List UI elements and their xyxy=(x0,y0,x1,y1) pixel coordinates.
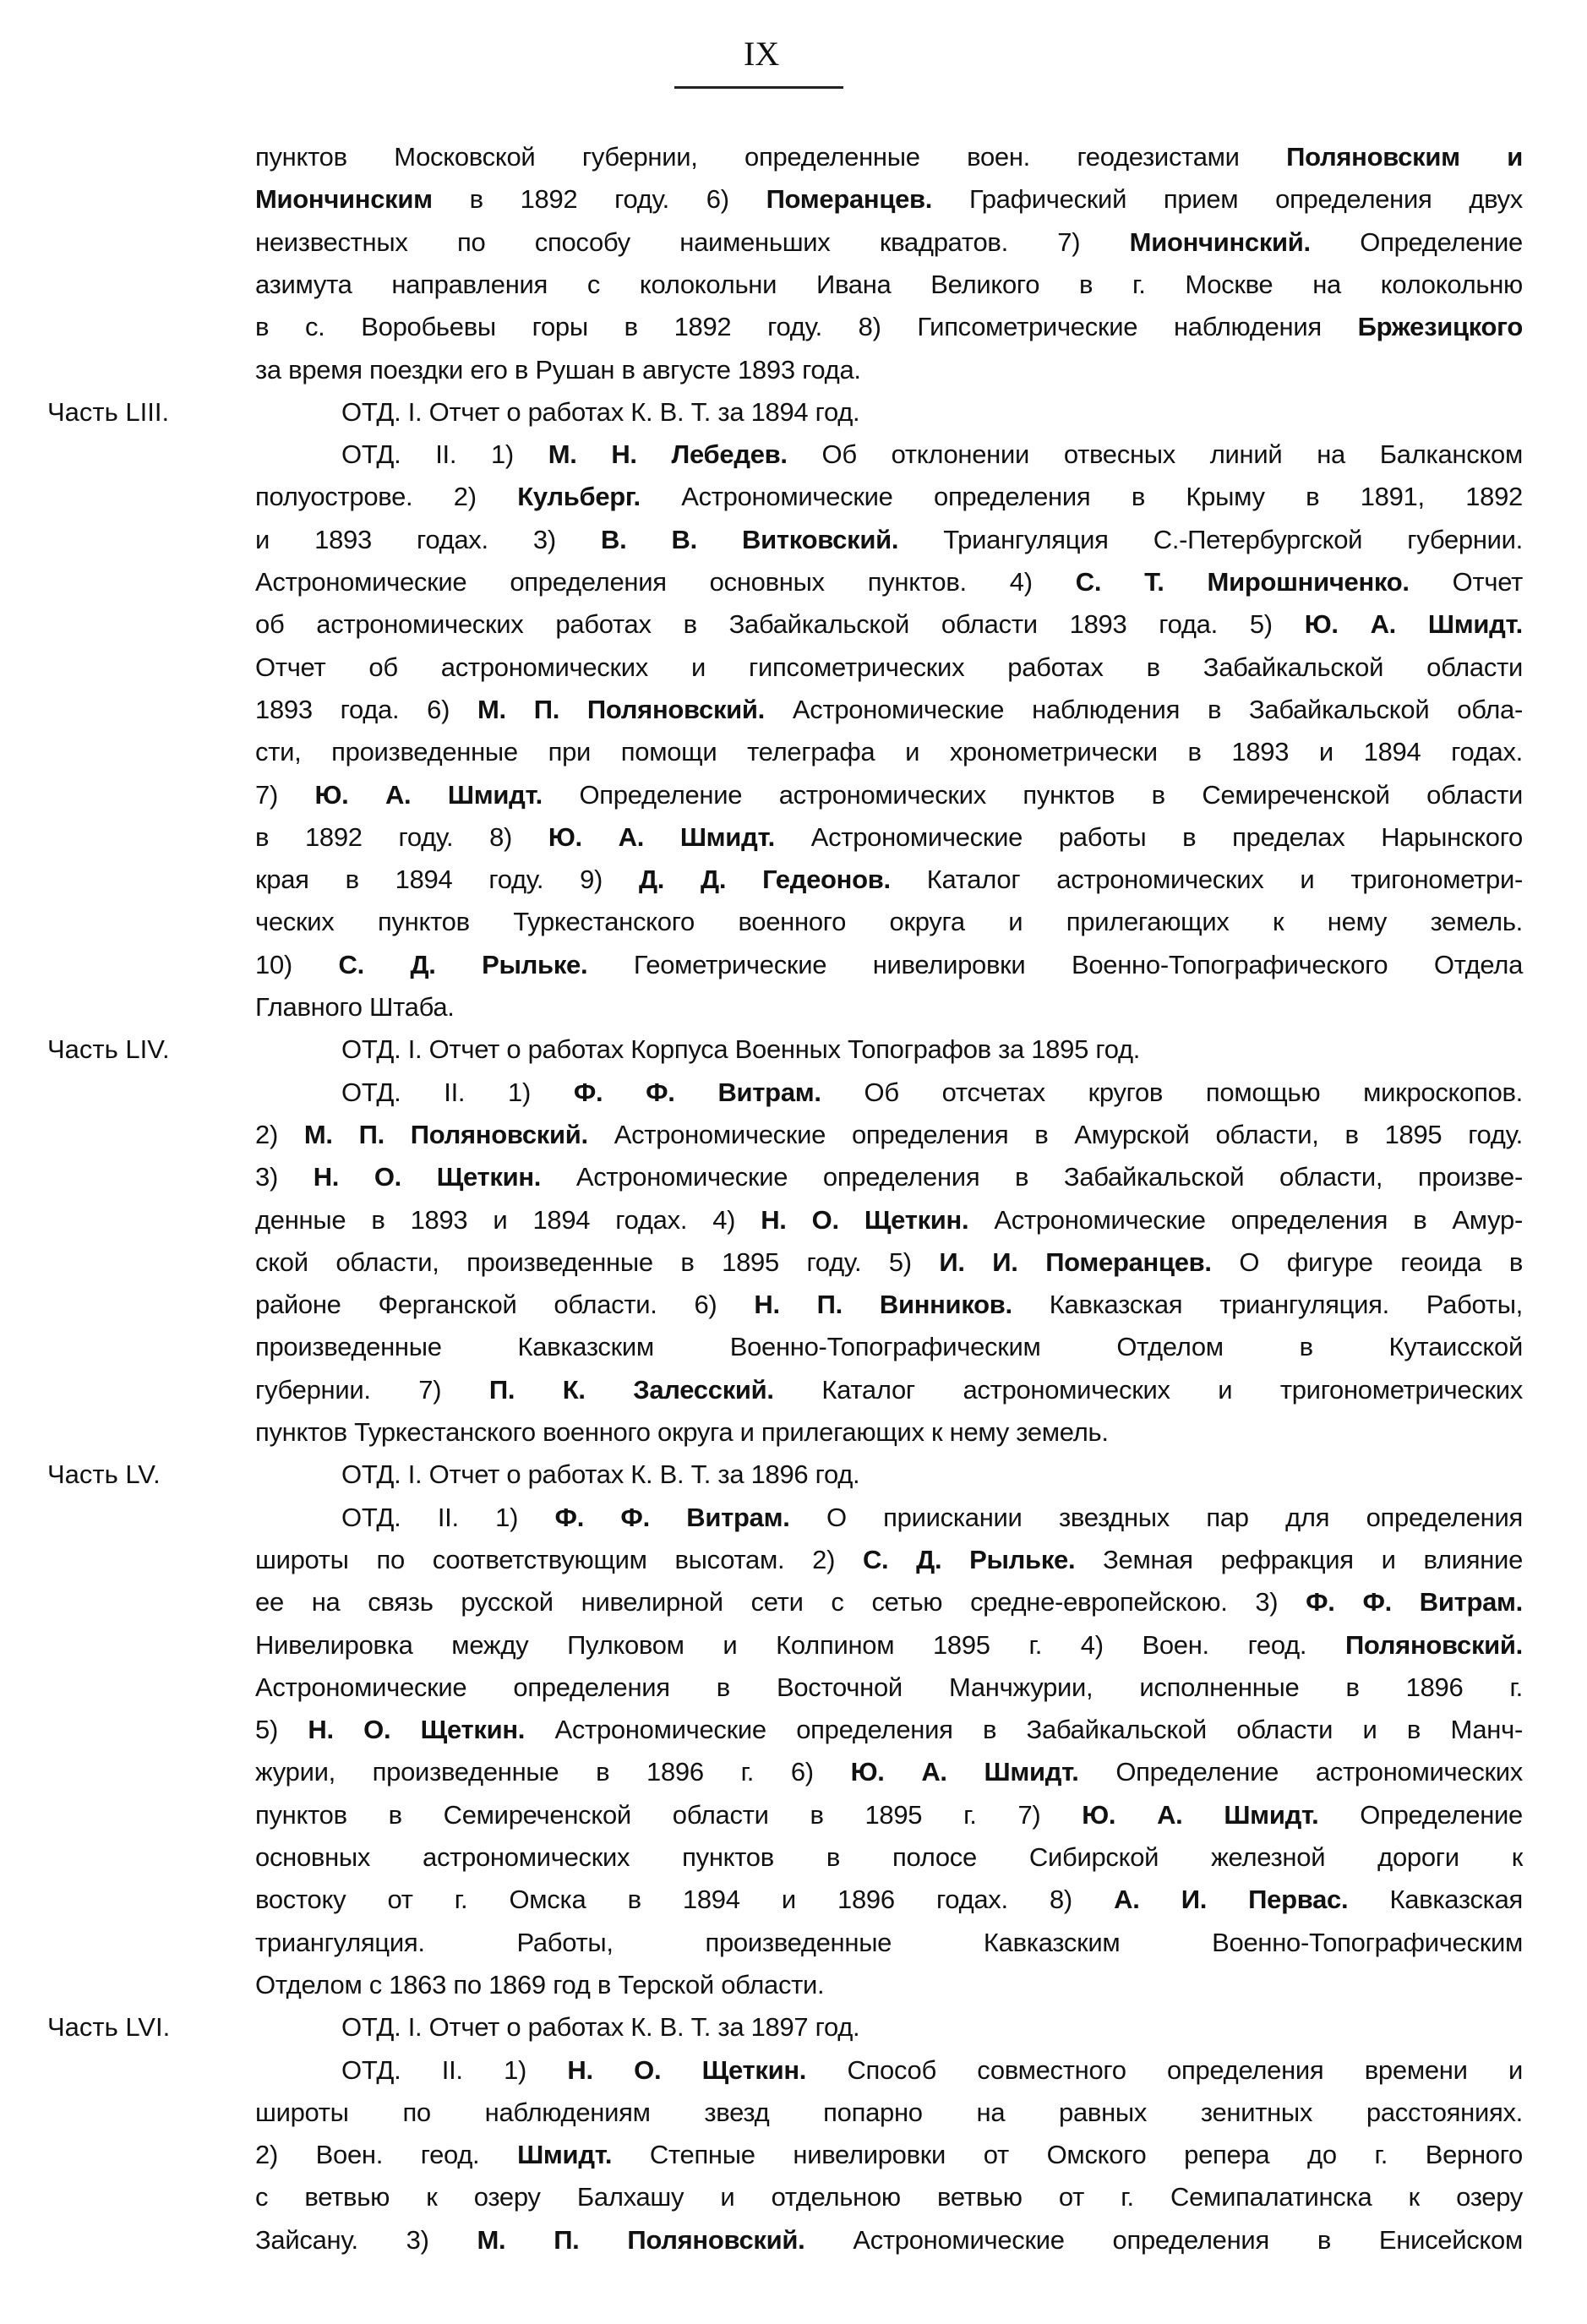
text-segment: в с. Воробьевы горы в 1892 году. 8) Гипсометрические наблюдения xyxy=(255,312,1358,342)
text-line xyxy=(255,1713,1523,1747)
text-segment: Определение xyxy=(1318,1799,1523,1830)
text-line xyxy=(255,2223,1523,2257)
text-segment: ОТД. I. Отчет о работах К. В. Т. за 1896 год. xyxy=(341,1459,860,1490)
text-segment: Способ совместного определения времени и xyxy=(806,2054,1523,2085)
text-line xyxy=(255,863,1523,897)
text-line xyxy=(255,608,1523,641)
text-line xyxy=(255,523,1523,557)
text-segment: Определение астрономических пунктов в Семиреченской области xyxy=(542,779,1524,810)
text-line xyxy=(341,1501,1523,1535)
text-segment: Астрономические определения в Восточной Манчжурии, исполненные в 1896 г. xyxy=(255,1672,1523,1702)
text-segment: журии, произведенные в 1896 г. 6) xyxy=(255,1757,851,1787)
part-label: Часть LIII. xyxy=(47,396,170,427)
text-line xyxy=(255,565,1523,599)
text-segment: Астрономические определения в Забайкальской области и в Манч- xyxy=(525,1715,1523,1745)
author-name: Ф. Ф. Витрам. xyxy=(554,1502,790,1532)
text-line xyxy=(341,2054,1523,2087)
author-name: Кульберг. xyxy=(517,482,641,512)
text-segment: Астрономические определения основных пунктов. 4) xyxy=(255,567,1076,597)
author-name: Ю. А. Шмидт. xyxy=(548,821,775,852)
text-segment: ее на связь русской нивелирной сети с сетью средне-европейскою. 3) xyxy=(255,1587,1306,1618)
text-line xyxy=(255,693,1523,727)
text-segment: Каталог астрономических и тригонометри- xyxy=(890,865,1524,895)
author-name: М. Н. Лебедев. xyxy=(548,439,788,470)
author-name: Н. О. Щеткин. xyxy=(313,1162,542,1192)
text-line xyxy=(255,1755,1523,1789)
author-name: Шмидт. xyxy=(517,2140,613,2170)
text-line xyxy=(255,140,1523,174)
author-name: Поляновский. xyxy=(1344,1629,1523,1660)
text-segment: ОТД. II. 1) xyxy=(341,1502,555,1532)
text-line xyxy=(255,310,1523,344)
text-segment: сти, произведенные при помощи телеграфа и хронометрически в 1893 и 1894 годах. xyxy=(255,737,1523,767)
text-segment: пунктов в Семиреченской области в 1895 г. 7) xyxy=(255,1799,1083,1830)
text-segment: ОТД. II. 1) xyxy=(341,1077,574,1107)
text-segment: неизвестных по способу наименьших квадратов. 7) xyxy=(255,226,1130,257)
author-name: Н. О. Щеткин. xyxy=(567,2054,807,2085)
author-name: Ю. А. Шмидт. xyxy=(1082,1799,1319,1830)
text-line xyxy=(255,1416,1523,1449)
author-name: В. В. Витковский. xyxy=(601,524,899,554)
text-segment: Отчет об астрономических и гипсометрических работах в Забайкальской области xyxy=(255,652,1523,682)
text-segment: 5) xyxy=(255,1715,308,1745)
author-name: Померанцев. xyxy=(766,184,933,215)
text-segment: Геометрические нивелировки Военно-Топографического Отдела xyxy=(587,949,1524,979)
author-name: Миончинский. xyxy=(1129,226,1311,257)
text-segment: основных астрономических пунктов в полосе Сибирской железной дороги к xyxy=(255,1842,1523,1872)
text-segment: Об отсчетах кругов помощью микроскопов. xyxy=(821,1077,1523,1107)
text-line xyxy=(255,2096,1523,2130)
text-line xyxy=(255,1671,1523,1705)
text-segment: и 1893 годах. 3) xyxy=(255,524,602,554)
text-line xyxy=(255,268,1523,302)
text-segment: Астрономические определения в Амур- xyxy=(968,1204,1523,1235)
text-segment: 2) xyxy=(255,1119,304,1149)
author-name: М. П. Поляновский. xyxy=(477,2224,805,2255)
text-segment: широты по наблюдениям звезд попарно на равных зенитных расстояниях. xyxy=(255,2097,1523,2127)
page-number-rule xyxy=(674,86,843,89)
text-segment: произведенные Кавказским Военно-Топографическим Отделом в Кутаисской xyxy=(255,1332,1523,1362)
text-segment: Астрономические работы в пределах Нарынского xyxy=(774,821,1523,852)
author-name: Миончинским xyxy=(255,184,433,215)
text-segment: О приискании звездных пар для определения xyxy=(789,1502,1523,1532)
text-line xyxy=(255,2138,1523,2172)
text-line xyxy=(255,651,1523,685)
text-line xyxy=(255,990,1523,1024)
author-name: И. И. Померанцев. xyxy=(939,1247,1212,1277)
author-name: Ф. Ф. Витрам. xyxy=(1306,1587,1523,1618)
text-segment: в 1892 году. 6) xyxy=(432,184,766,215)
text-segment: Степные нивелировки от Омского репера до г. Верного xyxy=(612,2140,1523,2170)
text-segment: в 1892 году. 8) xyxy=(255,821,548,852)
author-name: С. Д. Рыльке. xyxy=(862,1544,1076,1574)
text-segment: денные в 1893 и 1894 годах. 4) xyxy=(255,1204,761,1235)
text-line xyxy=(255,183,1523,216)
text-segment: губернии. 7) xyxy=(255,1374,489,1405)
text-line xyxy=(255,1585,1523,1619)
text-line xyxy=(255,353,1523,387)
text-line xyxy=(341,396,1523,429)
author-name: М. П. Поляновский. xyxy=(303,1119,588,1149)
author-name: Н. О. Щеткин. xyxy=(308,1715,526,1745)
text-segment: полуострове. 2) xyxy=(255,482,518,512)
text-segment: Земная рефракция и влияние xyxy=(1075,1544,1524,1574)
text-segment: за время поездки его в Рушан в августе 1893 года. xyxy=(255,354,861,385)
text-segment: Графический прием определения двух xyxy=(932,184,1523,215)
text-line xyxy=(255,1628,1523,1662)
part-label: Часть LVI. xyxy=(47,2012,171,2043)
text-segment: Триангуляция С.-Петербургской губернии. xyxy=(898,524,1523,554)
text-line xyxy=(255,1543,1523,1577)
text-line xyxy=(255,905,1523,939)
text-segment: ОТД. II. 1) xyxy=(341,2054,568,2085)
author-name: Ю. А. Шмидт. xyxy=(314,779,543,810)
text-line xyxy=(341,1458,1523,1492)
text-line xyxy=(255,948,1523,982)
part-label: Часть LIV. xyxy=(47,1034,170,1065)
text-line xyxy=(255,1926,1523,1960)
author-name: Ю. А. Шмидт. xyxy=(850,1757,1079,1787)
text-segment: пунктов Московской губернии, определенные воен. геодезистами xyxy=(255,142,1287,172)
text-segment: ческих пунктов Туркестанского военного округа и прилегающих к нему земель. xyxy=(255,907,1523,937)
text-segment: Астрономические определения в Енисейском xyxy=(804,2224,1524,2255)
text-segment: края в 1894 году. 9) xyxy=(255,865,639,895)
text-line xyxy=(255,480,1523,514)
text-line xyxy=(255,2180,1523,2214)
text-segment: Кавказская триангуляция. Работы, xyxy=(1012,1290,1523,1320)
text-line xyxy=(255,1160,1523,1194)
part-label: Часть LV. xyxy=(47,1459,161,1490)
text-line xyxy=(255,1841,1523,1874)
text-line xyxy=(341,438,1523,472)
text-segment: Определение xyxy=(1310,226,1523,257)
text-segment: 1893 года. 6) xyxy=(255,694,478,724)
text-line xyxy=(255,735,1523,769)
text-line xyxy=(255,1288,1523,1322)
text-line xyxy=(255,1246,1523,1279)
author-name: Ф. Ф. Витрам. xyxy=(573,1077,821,1107)
text-line xyxy=(255,1118,1523,1152)
text-segment: Астрономические определения в Амурской области, в 1895 году. xyxy=(587,1119,1524,1149)
text-segment: с ветвью к озеру Балхашу и отдельною ветвью от г. Семипалатинска к озеру xyxy=(255,2182,1523,2212)
author-name: Н. П. Винников. xyxy=(754,1290,1012,1320)
text-line xyxy=(255,1373,1523,1407)
text-line xyxy=(341,2010,1523,2044)
author-name: М. П. Поляновский. xyxy=(477,694,765,724)
author-name: С. Т. Мирошниченко. xyxy=(1075,567,1410,597)
text-line xyxy=(255,1330,1523,1364)
text-line xyxy=(255,1883,1523,1917)
author-name: Н. О. Щеткин. xyxy=(761,1204,969,1235)
text-segment: 2) Воен. геод. xyxy=(255,2140,518,2170)
author-name: Д. Д. Гедеонов. xyxy=(639,865,891,895)
author-name: С. Д. Рыльке. xyxy=(338,949,588,979)
text-segment: об астрономических работах в Забайкальской области 1893 года. 5) xyxy=(255,609,1305,640)
text-line xyxy=(255,1203,1523,1237)
text-segment: 3) xyxy=(255,1162,314,1192)
text-segment: пунктов Туркестанского военного округа и прилегающих к нему земель. xyxy=(255,1417,1109,1447)
text-segment: Отчет xyxy=(1409,567,1524,597)
text-segment: ОТД. II. 1) xyxy=(341,439,548,470)
text-segment: Астрономические определения в Забайкальской области, произве- xyxy=(541,1162,1523,1192)
text-segment: Зайсану. 3) xyxy=(255,2224,477,2255)
text-segment: районе Ферганской области. 6) xyxy=(255,1290,755,1320)
text-line xyxy=(341,1033,1523,1067)
text-line xyxy=(255,778,1523,812)
text-segment: ской области, произведенные в 1895 году. 5) xyxy=(255,1247,940,1277)
text-segment: широты по соответствующим высотам. 2) xyxy=(255,1544,863,1574)
text-segment: ОТД. I. Отчет о работах К. В. Т. за 1894 год. xyxy=(341,396,860,427)
text-line xyxy=(255,226,1523,259)
text-segment: Об отклонении отвесных линий на Балканском xyxy=(787,439,1523,470)
text-segment: Главного Штаба. xyxy=(255,992,455,1022)
text-line xyxy=(255,1968,1523,2002)
text-segment: Астрономические наблюдения в Забайкальской обла- xyxy=(765,694,1524,724)
author-name: П. К. Залесский. xyxy=(488,1374,774,1405)
text-segment: 7) xyxy=(255,779,315,810)
text-segment: Кавказская xyxy=(1348,1885,1524,1915)
author-name: Поляновским и xyxy=(1286,142,1524,172)
text-segment: Отделом с 1863 по 1869 год в Терской области. xyxy=(255,1969,825,1999)
text-segment: Нивелировка между Пулковом и Колпином 1895 г. 4) Воен. геод. xyxy=(255,1629,1345,1660)
text-segment: 10) xyxy=(255,949,339,979)
text-segment: О фигуре геоида в xyxy=(1211,1247,1524,1277)
author-name: А. И. Первас. xyxy=(1114,1885,1349,1915)
text-segment: азимута направления с колокольни Ивана Великого в г. Москве на колокольню xyxy=(255,269,1523,299)
text-line xyxy=(255,1798,1523,1832)
author-name: Бржезицкого xyxy=(1357,312,1523,342)
author-name: Ю. А. Шмидт. xyxy=(1304,609,1523,640)
text-segment: Определение астрономических xyxy=(1078,1757,1523,1787)
text-line xyxy=(341,1076,1523,1110)
text-segment: ОТД. I. Отчет о работах К. В. Т. за 1897 год. xyxy=(341,2012,860,2043)
text-segment: ОТД. I. Отчет о работах Корпуса Военных Топографов за 1895 год. xyxy=(341,1034,1141,1065)
text-segment: Каталог астрономических и тригонометрических xyxy=(773,1374,1523,1405)
text-segment: востоку от г. Омска в 1894 и 1896 годах. 8) xyxy=(255,1885,1115,1915)
text-segment: Астрономические определения в Крыму в 1891, 1892 xyxy=(640,482,1523,512)
text-segment: триангуляция. Работы, произведенные Кавказским Военно-Топографическим xyxy=(255,1927,1523,1957)
text-line xyxy=(255,821,1523,854)
page-number: IX xyxy=(744,35,780,73)
